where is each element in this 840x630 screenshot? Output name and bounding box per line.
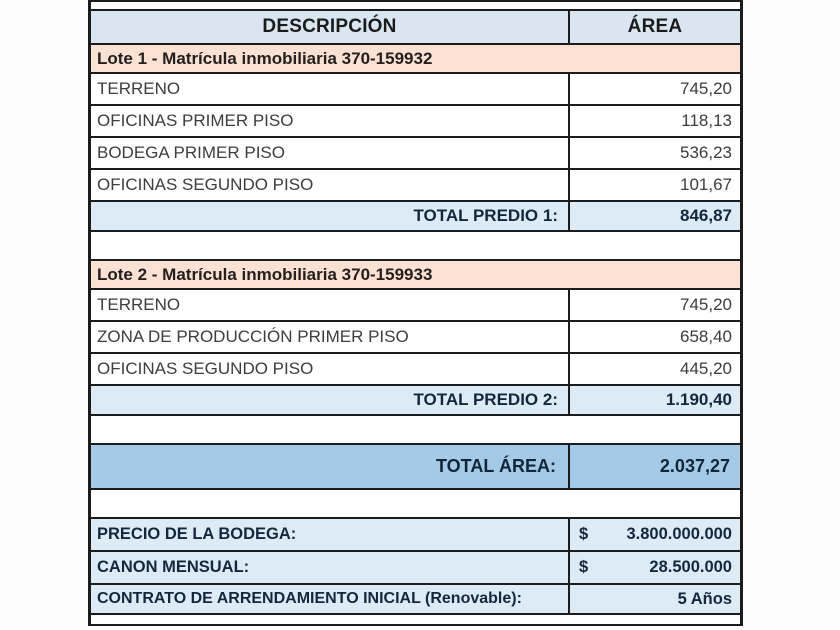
column-header-area: ÁREA (568, 11, 740, 43)
row-value: 101,67 (568, 170, 740, 200)
row-label: TOTAL PREDIO 2: (413, 390, 558, 409)
row-label: TOTAL ÁREA: (436, 456, 556, 476)
section-title: Lote 2 - Matrícula inmobiliaria 370-159933 (97, 264, 433, 284)
row-value: 5 Años (568, 585, 740, 613)
row-label: ZONA DE PRODUCCIÓN PRIMER PISO (97, 327, 409, 346)
row-value: 445,20 (568, 354, 740, 384)
header-row (91, 11, 740, 45)
row-value: 536,23 (568, 138, 740, 168)
row-label: TOTAL PREDIO 1: (413, 206, 558, 225)
row-value: 846,87 (568, 202, 740, 230)
blank-cell (91, 2, 740, 9)
row-value: 28.500.000 (649, 558, 732, 576)
row-value-group (568, 519, 740, 550)
row-value: 745,20 (568, 290, 740, 320)
row-value: 658,40 (568, 322, 740, 352)
data-row (91, 74, 740, 106)
sliver-bottom-row (91, 615, 740, 624)
total-row (91, 386, 740, 416)
row-label: BODEGA PRIMER PISO (97, 143, 285, 162)
money-row (91, 552, 740, 585)
row-value: 3.800.000.000 (626, 525, 732, 543)
row-value: 118,13 (568, 106, 740, 136)
section-row (91, 261, 740, 290)
row-label: OFICINAS SEGUNDO PISO (97, 175, 314, 194)
blank-row (91, 232, 740, 261)
row-label: OFICINAS PRIMER PISO (97, 111, 294, 130)
blank-row (91, 416, 740, 445)
data-row (91, 354, 740, 386)
money-row (91, 519, 740, 552)
row-label: TERRENO (97, 295, 181, 314)
row-value-group (568, 552, 740, 583)
currency-symbol: $ (579, 558, 589, 576)
total-row (91, 202, 740, 232)
sliver-row (91, 2, 740, 11)
data-row (91, 170, 740, 202)
info-row (91, 585, 740, 615)
section-title: Lote 1 - Matrícula inmobiliaria 370-159932 (97, 48, 433, 68)
row-label: OFICINAS SEGUNDO PISO (97, 359, 314, 378)
row-label: TERRENO (97, 79, 181, 98)
blank-cell (91, 232, 740, 259)
row-value: 2.037,27 (568, 445, 740, 488)
row-value: 1.190,40 (568, 386, 740, 414)
blank-cell (91, 490, 740, 517)
row-label: CANON MENSUAL: (97, 558, 250, 576)
data-row (91, 290, 740, 322)
data-row (91, 322, 740, 354)
row-value: 745,20 (568, 74, 740, 104)
section-row (91, 45, 740, 74)
column-header-description: DESCRIPCIÓN (262, 16, 397, 37)
row-label: PRECIO DE LA BODEGA: (97, 525, 297, 543)
data-row (91, 106, 740, 138)
row-label: CONTRATO DE ARRENDAMIENTO INICIAL (Renovable): (97, 590, 522, 607)
area-table (88, 0, 743, 626)
blank-cell (91, 615, 740, 624)
blank-cell (91, 416, 740, 443)
blank-row (91, 490, 740, 519)
data-row (91, 138, 740, 170)
grand-total-row (91, 445, 740, 490)
currency-symbol: $ (579, 525, 589, 543)
